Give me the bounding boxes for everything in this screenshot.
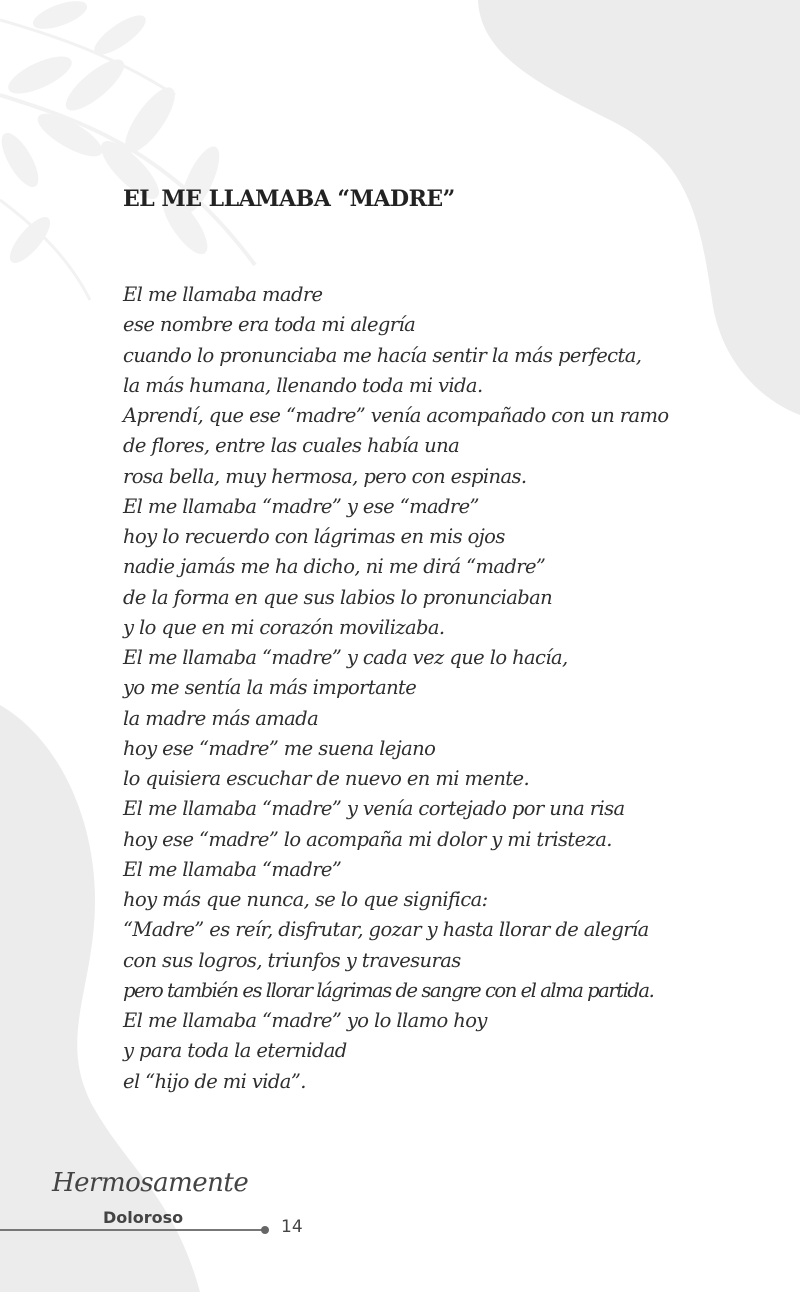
poem-line: la madre más amada xyxy=(123,706,319,730)
poem-line: El me llamaba “madre” y venía cortejado por una risa xyxy=(123,797,625,821)
book-logo-subtitle: Doloroso xyxy=(103,1208,184,1227)
footer-rule-dot xyxy=(261,1226,269,1234)
poem-line: El me llamaba “madre” y ese “madre” xyxy=(123,494,479,518)
poem-line: hoy más que nunca, se lo que significa: xyxy=(123,888,488,911)
poem-line: lo quisiera escuchar de nuevo en mi mente. xyxy=(123,767,530,790)
poem-line: nadie jamás me ha dicho, ni me dirá “madre” xyxy=(123,555,546,579)
poem-line: El me llamaba “madre” y cada vez que lo hacía, xyxy=(123,646,568,669)
book-logo-script: Hermosamente xyxy=(52,1168,249,1198)
poem-line: cuando lo pronunciaba me hacía sentir la más perfecta, xyxy=(123,343,642,367)
poem-line: la más humana, llenando toda mi vida. xyxy=(123,373,483,397)
leaf-branch-decoration xyxy=(0,0,255,300)
poem-line: El me llamaba “madre” yo lo llamo hoy xyxy=(123,1009,487,1032)
poem-body xyxy=(123,280,763,1097)
poem-line: ese nombre era toda mi alegría xyxy=(123,313,416,337)
poem-line: “Madre” es reír, disfrutar, gozar y hasta llorar de alegría xyxy=(123,918,649,942)
poem-line: El me llamaba “madre” xyxy=(123,857,342,881)
poem-line: el “hijo de mi vida”. xyxy=(123,1069,306,1093)
poem-title: EL ME LLAMABA “MADRE” xyxy=(123,186,455,212)
poem-line: Aprendí, que ese “madre” venía acompañado con un ramo xyxy=(123,404,669,427)
page-number: 14 xyxy=(281,1217,303,1237)
poem-line: yo me sentía la más importante xyxy=(123,676,417,700)
poem-line: hoy lo recuerdo con lágrimas en mis ojos xyxy=(123,525,505,548)
poem-line: de flores, entre las cuales había una xyxy=(123,434,460,458)
poem-line: hoy ese “madre” me suena lejano xyxy=(123,736,436,760)
poem-line: pero también es llorar lágrimas de sangre con el alma partida. xyxy=(123,978,654,1002)
poem-line: de la forma en que sus labios lo pronunciaban xyxy=(123,585,553,609)
poem-line: y lo que en mi corazón movilizaba. xyxy=(123,615,445,639)
poem-line: hoy ese “madre” lo acompaña mi dolor y mi tristeza. xyxy=(123,827,612,851)
poem-line: y para toda la eternidad xyxy=(123,1039,347,1063)
poem-line: con sus logros, triunfos y travesuras xyxy=(123,948,461,972)
footer-rule xyxy=(0,1229,264,1231)
poem-line: El me llamaba madre xyxy=(123,283,323,306)
poem-line: rosa bella, muy hermosa, pero con espinas. xyxy=(123,464,527,488)
